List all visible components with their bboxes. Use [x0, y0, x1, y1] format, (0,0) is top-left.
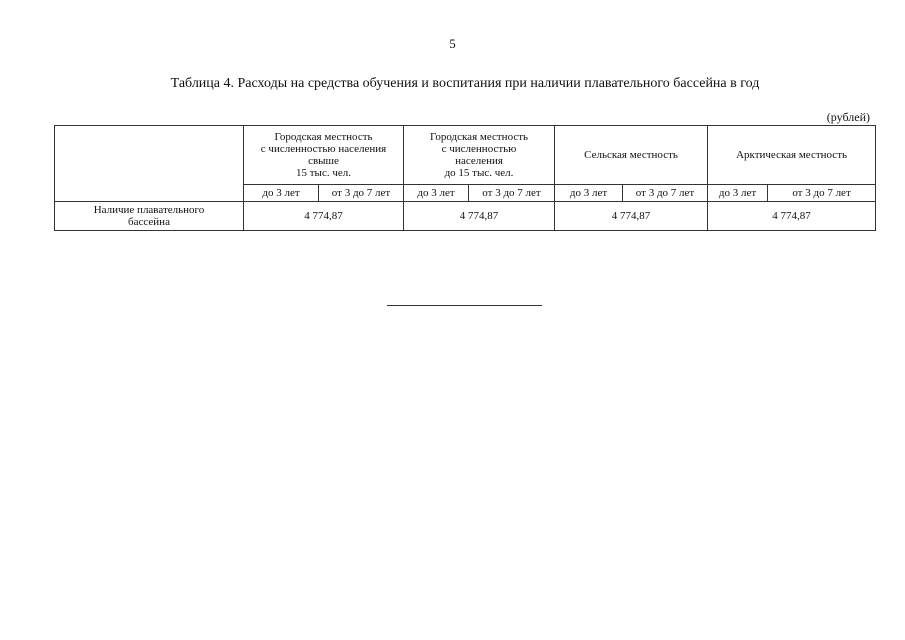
sub-header-cell: от 3 до 7 лет — [319, 185, 404, 202]
row-label-line: бассейна — [128, 216, 170, 228]
empty-corner-cell — [55, 126, 244, 202]
sub-header-cell: от 3 до 7 лет — [768, 185, 876, 202]
group-header-line: Городская местность — [274, 131, 373, 143]
group-header-line: населения — [455, 155, 503, 167]
group-header-line: Городская местность — [429, 131, 529, 143]
sub-header-cell: от 3 до 7 лет — [623, 185, 708, 202]
expense-table — [54, 125, 876, 231]
sub-header-cell: до 3 лет — [555, 185, 623, 202]
sub-header-cell: до 3 лет — [244, 185, 319, 202]
group-header-line: до 15 тыс. чел. — [444, 167, 514, 179]
table-title: Таблица 4. Расходы на средства обучения и воспитания при наличии плавательного бассейна в год — [170, 76, 760, 91]
sub-header-cell: до 3 лет — [404, 185, 469, 202]
group-header-rural — [555, 126, 708, 185]
row-label-line: Наличие плавательного — [93, 204, 205, 216]
page-number: 5 — [449, 36, 456, 51]
table-row — [55, 202, 876, 231]
unit-note: (рублей) — [826, 110, 870, 124]
group-header-line: Арктическая местность — [736, 149, 848, 161]
value-cell: 4 774,87 — [404, 202, 555, 231]
sub-header-cell: от 3 до 7 лет — [469, 185, 555, 202]
value-cell: 4 774,87 — [244, 202, 404, 231]
group-header-urban-large — [244, 126, 404, 185]
group-header-urban-small — [404, 126, 555, 185]
group-header-line: с численностью — [441, 143, 517, 155]
group-header-line: с численностью населения — [260, 143, 387, 155]
group-header-row — [55, 126, 876, 185]
group-header-line: 15 тыс. чел. — [296, 167, 351, 179]
sub-header-cell: до 3 лет — [708, 185, 768, 202]
group-header-line: Сельская местность — [584, 149, 678, 161]
group-header-line: свыше — [308, 155, 339, 167]
footnote-separator-line — [387, 305, 542, 306]
value-cell: 4 774,87 — [555, 202, 708, 231]
group-header-arctic — [708, 126, 876, 185]
value-cell: 4 774,87 — [708, 202, 876, 231]
row-label — [55, 202, 244, 231]
